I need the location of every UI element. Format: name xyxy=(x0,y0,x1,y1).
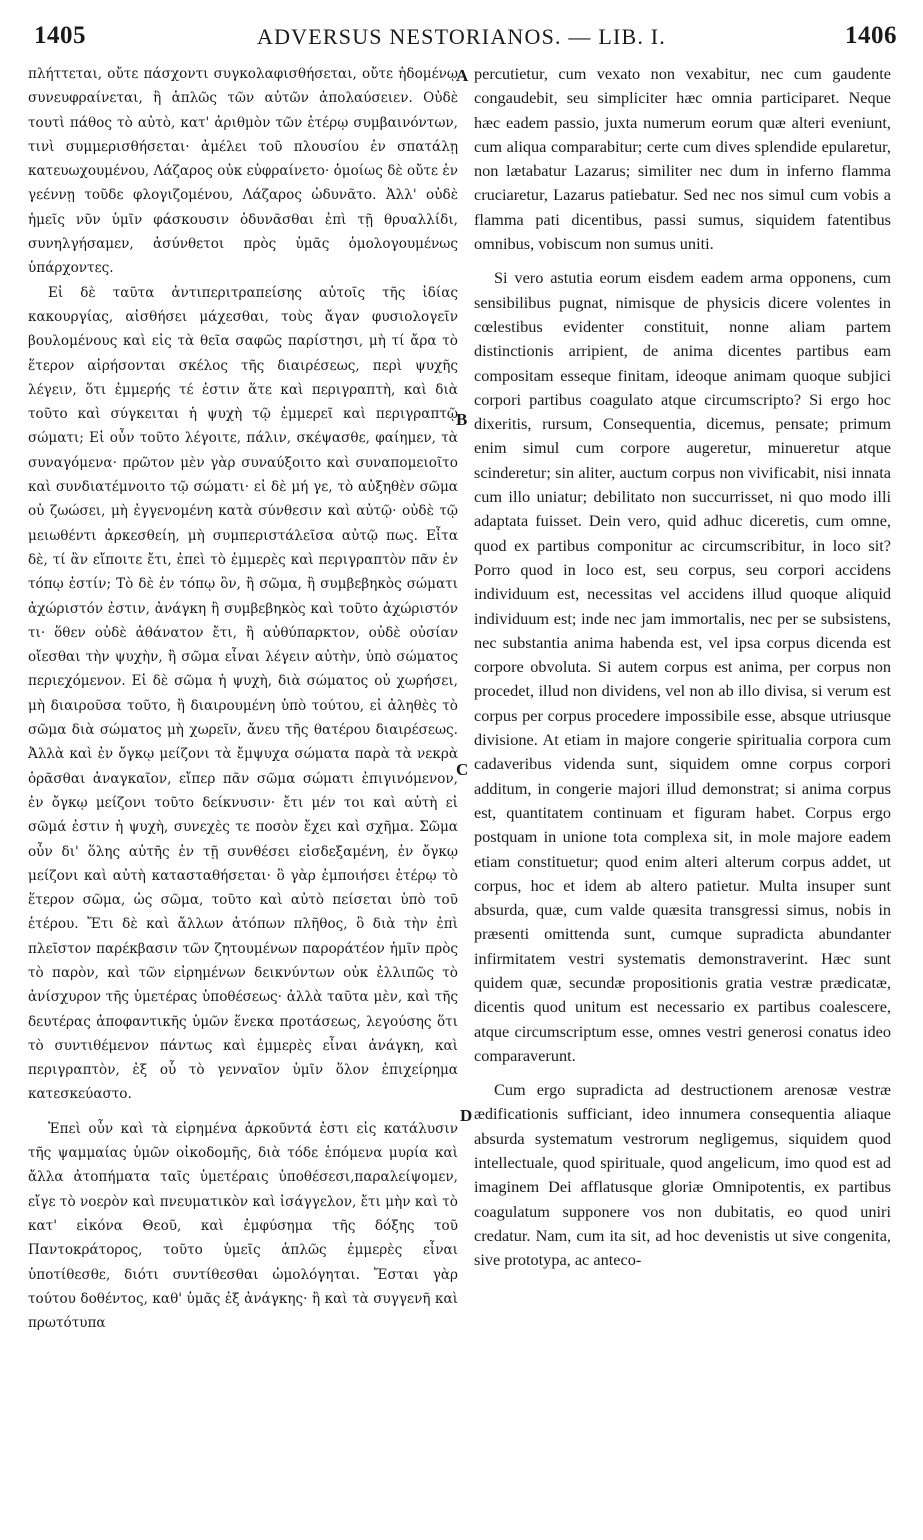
greek-paragraph-3: Ἐπεὶ οὖν καὶ τὰ εἰρημένα ἀρκοῦντά ἐστι εἰς κατάλυσιν τῆς ψαμμαίας ὑμῶν οἰκοδομῆς, διὰ τόδε ἑπόμενα μυρία καὶ ἄλλα ἀτοπήματα ταῖς ὑμετέραις ὑποθέσεσι,παραλείψομεν, εἴγε τὸ νοερὸν καὶ πνευματικὸν καὶ ἰσάγγελον, ἔτι μὴν καὶ τὸ κατ' εἰκόνα Θεοῦ, καὶ ἐμφύσημα τῆς δόξης τοῦ Παντοκράτορος, τοῦτο ὑμεῖς ἁπλῶς ἐμμερὲς εἶναι ὑποτίθεσθε, διότι συντίθεσθαι ὡμολόγηται. Ἔσται γὰρ τούτου δοθέντος, καθ' ὑμᾶς ἐξ ἀνάγκης· ἢ καὶ τὰ συγγενῆ καὶ πρωτότυπα xyxy=(28,1120,458,1332)
latin-column xyxy=(474,62,891,1273)
latin-paragraph-1: percutietur, cum vexato non vexabitur, nec cum gaudente congaudebit, seu simpliciter hæc omnia participaret. Neque hæc eadem passio, juxta numerum eorum quæ alteri eveniunt, cum aliqua comparabitur; certe cum dives splendide epularetur, non lætabatur Lazarus; similiter nec dum in inferno flamma cruciaretur, Lazarus patiebatur. Sed nec nos simul cum vobis a flamma pati dicentibus, passi sumus, siquidem fatentibus omnibus, vobiscum non sumus uniti. xyxy=(474,64,891,254)
section-marker-a: A xyxy=(456,66,469,85)
running-header xyxy=(0,22,923,56)
section-marker-c: C xyxy=(456,760,469,779)
greek-column xyxy=(28,62,458,1335)
page-number-right: 1406 xyxy=(845,22,897,49)
page-number-left: 1405 xyxy=(34,22,86,49)
latin-paragraph-3: Cum ergo supradicta ad destructionem arenosæ vestræ ædificationis sufficiant, ideo innumera consequentia aliaque absurda systematum vestrorum negligemus, siquidem quod intellectuale, quod spirituale, quod angelicum, imo quod est ad imaginem Dei afflatusque gloriæ Omnipotentis, ex partibus coagulatum supponere vos non dubitatis, eo quod uniri credatur. Nam, cum ita sit, ad hoc devenistis ut sive congenita, sive prototypa, ac anteco- xyxy=(474,1080,891,1270)
greek-paragraph-2: Εἰ δὲ ταῦτα ἀντιπεριτραπείσης αὐτοῖς τῆς ἰδίας κακουργίας, αἰσθήσει μάχεσθαι, τοὺς ἄγαν φυσιολογεῖν βουλομένους καὶ εἰς τὰ θεῖα σαφῶς παρίστησι, μὴ τί ἄρα τὸ ἕτερον αἱρήσονται σκέλος τῆς διαιρέσεως, περὶ ψυχῆς λέγειν, ὅτι ἐμμερής τέ ἐστιν ἅτε καὶ περιγραπτὴ, καὶ διὰ τοῦτο καὶ σύγκειται ἡ ψυχὴ τῷ ἐμμερεῖ καὶ περιγραπτῷ σώματι; Εἰ οὖν τοῦτο λέγοιτε, πάλιν, σκέψασθε, φαίημεν, τὰ συναγόμενα· πρῶτον μὲν γὰρ συναύξοιτο καὶ συναπομειοῖτο καὶ συνδιατέμνοιτο τῷ σώματι· εἰ δὲ μή γε, τὸ αὐξηθὲν σῶμα οὐ ζωώσει, μὴ ἐγγενομένη κατὰ σύνθεσιν καὶ αὐτῷ· οὐδὲ τῷ μειωθέντι ἀρκεσθείη, μὴ συμπεριστάλεῖσα αὐτῷ πως. Εἶτα δὲ, τί ἂν εἴποιτε ἔτι, ἐπεὶ τὸ ἐμμερὲς καὶ περιγραπτὸν πᾶν ἐν τόπῳ ἐστίν; Τὸ δὲ ἐν τόπῳ ὂν, ἢ σῶμα, ἢ συμβεβηκὸς σώματι ἀχώριστόν ἐστιν, ἀνάγκη ἢ συμβεβηκὸς καὶ τοῦτο ἀχώριστόν τι· ὅθεν οὐδὲ ἀθάνατον ἔτι, ἢ αὐθύπαρκτον, οὐδὲ οὐσίαν οἴεσθαι τὴν ψυχὴν, ἢ σῶμα εἶναι λέγειν αὐτὴν, ὑπὸ σώματος περιεχόμενον. Εἰ δὲ σῶμα ἡ ψυχὴ, διὰ σώματος οὐ χωρήσει, μὴ διαιροῦσα τοῦτο, ἢ διαιρουμένη ὑπὸ τούτου, εἰ ἀληθὲς τὸ σῶμα διὰ σώματος μὴ χωρεῖν, ἄνευ τῆς θατέρου διαιρέσεως. Ἀλλὰ καὶ ἐν ὄγκῳ μείζονι τὰ ἔμψυχα σώματα παρὰ τὰ νεκρὰ ὁρᾶσθαι ἀναγκαῖον, εἴπερ πᾶν σῶμα σώματι ἐπιγινόμενον, ἐν ὄγκῳ μείζονι τοῦτο δείκνυσιν· ἔτι μέν τοι καὶ αὐτὴ εἰ σῶμά ἐστιν ἡ ψυχὴ, συνεχὲς τε ποσὸν ἔχει καὶ σχῆμα. Σῶμα οὖν δι' ὅλης αὐτῆς ἐν τῇ συνθέσει εἰσδεξαμένη, ἐν ὄγκῳ μείζονι καὶ αὐτὴ κατασταθήσεται· ὃ γὰρ ἐμποιήσει ἑτέρῳ τὸ ἕτερον σῶμα, ὡς σῶμα, τοῦτο καὶ αὐτὸ πείσεται ὑπὸ τοῦ ἑτέρου. Ἔτι δὲ καὶ ἄλλων ἀτόπων πλῆθος, ὃ διὰ τὴν ἐπὶ πλεῖστον παρέκβασιν τῶν ζητουμένων παροράτέον ἡμῖν πρὸς τὸ παρὸν, καὶ τῶν εἰρημένων δεικνύντων οὐκ ἐλλιπῶς τὸ ἀνίσχυρον τῆς ὑμετέρας ὑποθέσεως· ἀλλὰ ταῦτα μὲν, καὶ τῆς δευτέρας ἀποφαντικῆς ὑμῶν ἕνεκα προτάσεως, λεγούσης ὅτι τὸ συντιθέμενον πάντως καὶ ἐμμερὲς εἶναι ἀνάγκη, καὶ περιγραπτὸν, ἐξ οὗ τὸ γενναῖον ὑμῖν ὅλον ἐπιχείρημα κατεσκεύαστο. xyxy=(28,284,458,1103)
section-marker-b: B xyxy=(456,410,468,429)
latin-paragraph-2: Si vero astutia eorum eisdem eadem arma opponens, cum sensibilibus pugnat, nimisque de physicis dicere volentes in cœlestibus evidenter constituit, nonne aliam partem distinctionis arripient, de anima dicentes partibus eam compositam esseque finitam, ideoque animam quoque subjici corpori partibus coagulato atque circumscripto? Si ergo hoc dixeritis, rursum, Consequentia, dicemus, pensate; primum enim simul cum corpore augeretur, minueretur atque scinderetur; sin aliter, auctum corpus non vivificabit, nisi innata cum illo uniatur; debilitato non succurrisset, ni quo modo illi adaptata fuisset. Dein vero, quid adhuc diceretis, cum omne, quod ex partibus componitur ac circumscribitur, in loco sit? Porro quod in loco est, seu corpus, seu corpori accidens individuum est, necessitas vel accidens illud quoque aliquid individuum est; inde nec jam immortalis, nec per se subsistens, nec substantia anima habenda est, vel ipsa corpus dicenda est corpore obvoluta. Si autem corpus est anima, per corpus non procedet, illud non dividens, vel non ab illo divisa, si verum est corpus per corpus procedere impossibile esse, absque utriusque divisione. At etiam in majore congerie spiritualia corpora cum cadaveribus videnda sunt, siquidem omne corpus corpori additum, in congerie majori illud demonstrat; si anima corpus est, quantitatem continuam et figuram habet. Corpus ergo postquam in unione tota complexa sit, in mole majore eadem etiam constituetur; quod enim alteri alterum corpus addet, ut corpus, hoc et idem ab altero patietur. Multa insuper sunt absurda, quæ, cum valde quæsita transgressi simus, nobis in præsenti omittenda sunt, cumque supradicta abundanter infirmitatem vestri systematis demonstraverint. Hæc sunt quidem quæ, secundæ propositionis gratia vestræ prædicatæ, dicentis quod unitum est necessario ex partibus coalescere, atque circumscriptum esse, omnes vestri generosi conatus ideo comparaverunt. xyxy=(474,268,891,1065)
greek-paragraph-1: πλήττεται, οὔτε πάσχοντι συγκολαφισθήσεται, οὔτε ἡδομένῳ συνευφραίνεται, ἢ ἁπλῶς τῶν αὐτῶν ἀπολαύσειεν. Οὐδὲ τουτὶ πάθος τὸ αὐτὸ, κατ' ἀριθμὸν τῶν ἑτέρῳ συμβαινόντων, τινὶ συμμερισθήσεται· ἀμέλει τοῦ πλουσίου ἐν σπατάλῃ κατευωχουμένου, Λάζαρος οὐκ εὐφραίνετο· ὁμοίως δὲ οὔτε ἐν γεέννῃ τοῦδε φλογιζομένου, Λάζαρος ὠδυνᾶτο. Ἀλλ' οὐδὲ ἡμεῖς νῦν ὑμῖν φάσκουσιν ὀδυνᾶσθαι ἐπὶ τῇ θρυαλλίδι, συνηλγήσαμεν, ἀσύνθετοι πρὸς ὑμᾶς ὁμολογουμένως ὑπάρχοντες. xyxy=(28,66,458,277)
section-marker-d: D xyxy=(460,1106,473,1125)
running-title: ADVERSUS NESTORIANOS. — LIB. I. xyxy=(257,24,666,49)
